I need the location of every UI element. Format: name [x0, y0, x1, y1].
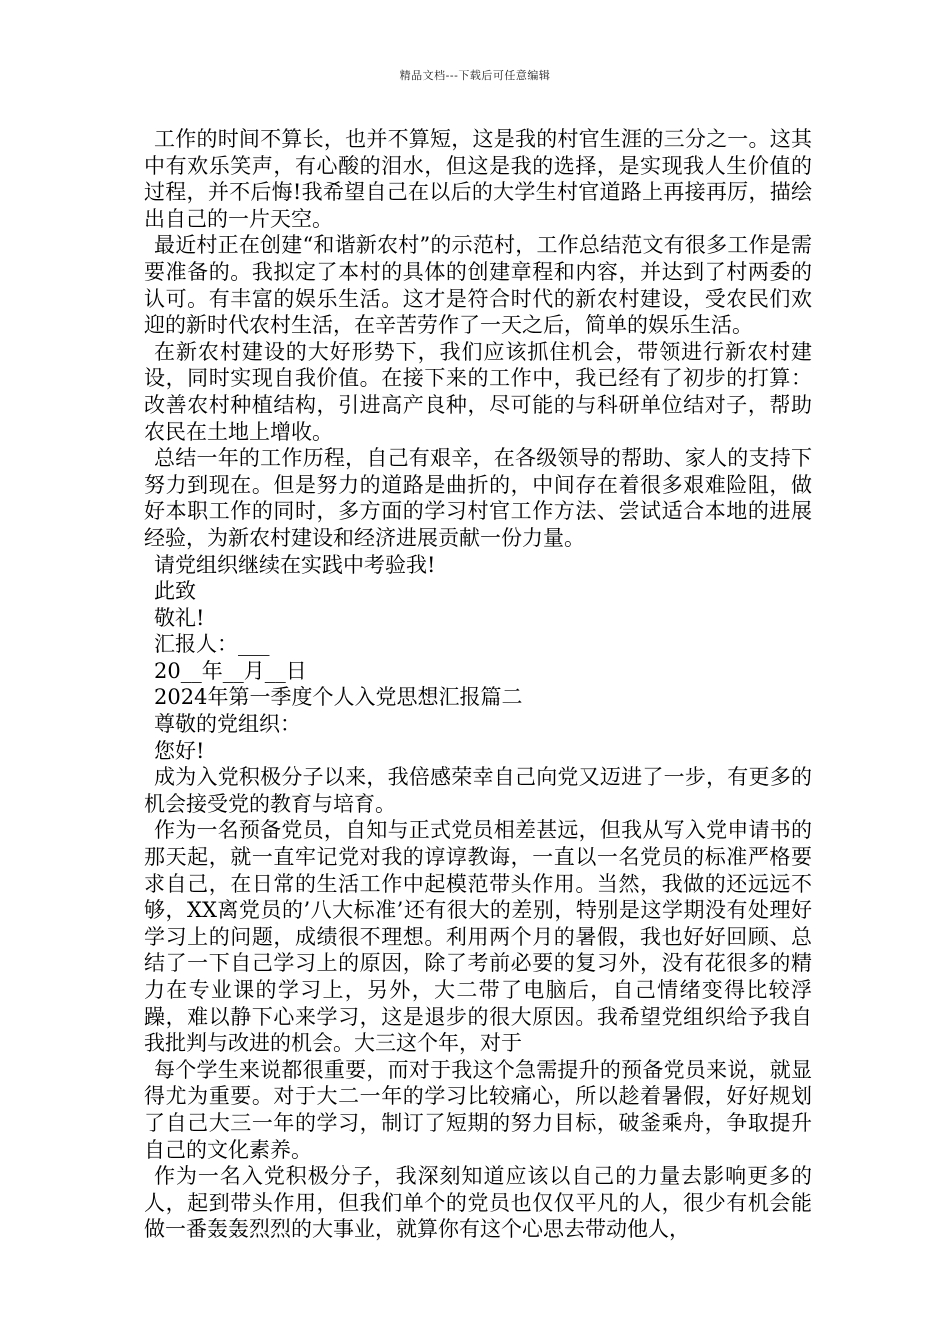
line-closing-jingli: 敬礼!: [154, 605, 205, 630]
line-greeting: 您好!: [154, 738, 205, 763]
line-salutation: 尊敬的党组织：: [154, 712, 301, 737]
header-note: 精品文档---下载后可任意编辑: [399, 69, 551, 82]
paragraph-study-plan: 每个学生来说都很重要，而对于我这个急需提升的预备党员来说，就显得尤为重要。对于大二一年的学习比较痛心，所以趁着暑假，好好规划了自己大三一年的学习，制订了短期的努力目标，破釜乘舟，争取提升自己的文化素养。: [144, 1057, 812, 1162]
paragraph-influence-others: 作为一名入党积极分子，我深刻知道应该以自己的力量去影响更多的人，起到带头作用，但我们单个的党员也仅仅平凡的人，很少有机会能做一番轰轰烈烈的大事业，就算你有这个心思去带动他人，: [144, 1164, 812, 1242]
line-reporter: 汇报人：___: [154, 632, 270, 657]
line-date: 20__年__月__日: [154, 658, 307, 683]
line-request-test: 请党组织继续在实践中考验我!: [154, 552, 436, 577]
paragraph-activist-intro: 成为入党积极分子以来，我倍感荣幸自己向党又迈进了一步，有更多的机会接受党的教育与培育。: [144, 765, 812, 816]
paragraph-probationary-member: 作为一名预备党员，自知与正式党员相差甚远，但我从写入党申请书的那天起，就一直牢记党对我的谆谆教诲，一直以一名党员的标准严格要求自己，在日常的生活工作中起模范带头作用。当然，我做的还远远不够，XX离党员的’八大标准’还有很大的差别，特别是这学期没有处理好学习上的问题，成绩很不理想。利用两个月的暑假，我也好好回顾、总结了一下自己学习上的原因，除了考前必要的复习外，没有花很多的精力在专业课的学习上，另外，大二带了电脑后，自己情绪变得比较浮躁，难以静下心来学习，这是退步的很大原因。我希望党组织给予我自我批判与改进的机会。大三这个年，对于: [144, 818, 812, 1056]
line-closing-cizhi: 此致: [154, 579, 196, 604]
section-title: 2024年第一季度个人入党思想汇报篇二: [154, 685, 523, 710]
paragraph-year-summary: 总结一年的工作历程，自己有艰辛，在各级领导的帮助、家人的支持下努力到现在。但是努力的道路是曲折的，中间存在着很多艰难险阻，做好本职工作的同时，多方面的学习村官工作方法、尝试适合本地的进展经验，为新农村建设和经济进展贡献一份力量。: [144, 446, 812, 550]
document-body: [144, 126, 812, 1243]
paragraph-village-work-reflection: 工作的时间不算长，也并不算短，这是我的村官生涯的三分之一。这其中有欢乐笑声，有心酸的泪水，但这是我的选择，是实现我人生价值的过程，并不后悔!我希望自己在以后的大学生村官道路上再接再厉，描绘出自己的一片天空。: [144, 127, 812, 231]
paragraph-new-countryside: 在新农村建设的大好形势下，我们应该抓住机会，带领进行新农村建设，同时实现自我价值。在接下来的工作中，我已经有了初步的打算：改善农村种植结构，引进高产良种，尽可能的与科研单位结对子，帮助农民在土地上增收。: [144, 339, 812, 444]
paragraph-harmonious-village: 最近村正在创建“和谐新农村”的示范村，工作总结范文有很多工作是需要准备的。我拟定了本村的具体的创建章程和内容，并达到了村两委的认可。有丰富的娱乐生活。这才是符合时代的新农村建设，受农民们欢迎的新时代农村生活，在辛苦劳作了一天之后，简单的娱乐生活。: [144, 233, 812, 338]
